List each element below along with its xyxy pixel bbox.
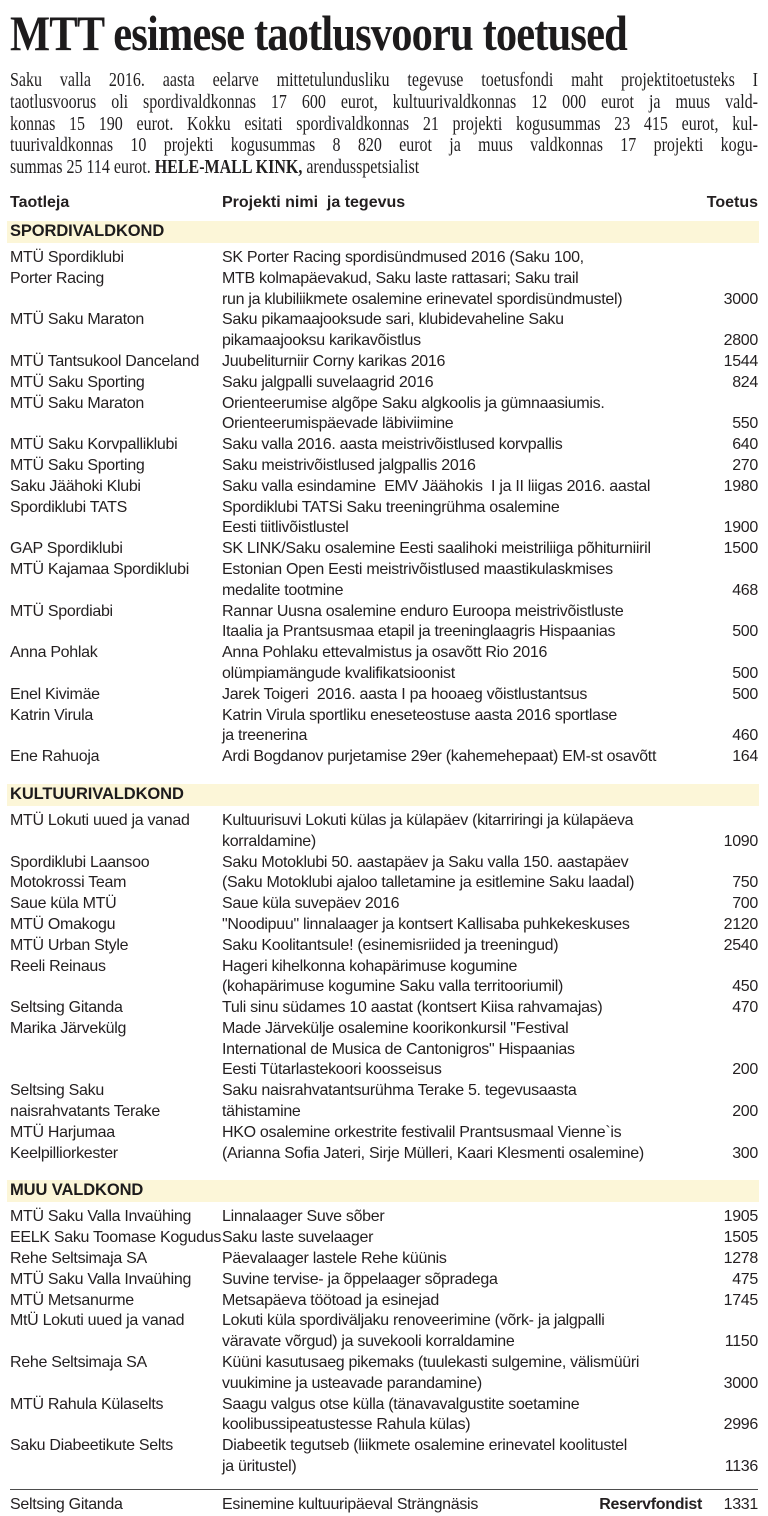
table-row bbox=[10, 1395, 758, 1437]
applicant-line: MTÜ Spordiabi bbox=[10, 602, 113, 620]
applicant-cell bbox=[10, 1207, 222, 1228]
applicant-line: MtÜ Lokuti uued ja vanad bbox=[10, 1312, 185, 1330]
amount-cell: 2120 bbox=[723, 915, 758, 933]
project-line: tähistamine bbox=[222, 1103, 301, 1121]
applicant-line: MTÜ Tantsukool Danceland bbox=[10, 352, 200, 370]
project-cell bbox=[222, 747, 716, 768]
amount-cell: 200 bbox=[732, 1061, 758, 1079]
applicant-cell bbox=[10, 1081, 222, 1123]
project-line: ja üritustel) bbox=[222, 1458, 297, 1476]
amount-cell: 468 bbox=[732, 581, 758, 599]
applicant-line: MTÜ Urban Style bbox=[10, 936, 129, 954]
table-body bbox=[10, 221, 758, 1478]
project-cell bbox=[222, 957, 716, 999]
table-row bbox=[10, 1311, 758, 1353]
project-line: (kohapärimuse kogumine Saku valla territooriumil) bbox=[222, 978, 564, 996]
project-line: SK Porter Racing spordisündmused 2016 (Saku 100, bbox=[222, 249, 584, 266]
project-cell bbox=[222, 1081, 716, 1123]
table-row bbox=[10, 1123, 758, 1165]
project-cell bbox=[222, 1353, 716, 1395]
table-row bbox=[10, 456, 758, 477]
project-line: Saku valla 2016. aasta meistrivõistlused korvpallis bbox=[222, 436, 563, 454]
project-line: Lokuti küla spordiväljaku renoveerimine (võrk- ja jalgpalli bbox=[222, 1312, 605, 1330]
applicant-line: MTÜ Saku Sporting bbox=[10, 456, 145, 474]
applicant-line: MTÜ Saku Maraton bbox=[10, 394, 144, 412]
intro-last-line bbox=[10, 157, 758, 179]
applicant-cell bbox=[10, 1495, 222, 1516]
project-line: Saku Motoklubi 50. aastapäev ja Saku valla 150. aastapäev bbox=[222, 853, 629, 871]
amount-cell: 1745 bbox=[723, 1291, 758, 1309]
applicant-cell bbox=[10, 394, 222, 436]
amount-cell: 2800 bbox=[723, 332, 758, 350]
applicant-cell bbox=[10, 560, 222, 602]
table-row bbox=[10, 1207, 758, 1228]
project-line: "Noodipuu" linnalaager ja kontsert Kallisaba puhkekeskuses bbox=[222, 915, 630, 933]
amount-cell: 700 bbox=[732, 895, 758, 913]
amount-cell: 500 bbox=[732, 664, 758, 682]
table-row bbox=[10, 853, 758, 895]
project-cell bbox=[222, 1291, 716, 1312]
applicant-cell bbox=[10, 1228, 222, 1249]
table-row bbox=[10, 352, 758, 373]
project-line: HKO osalemine orkestrite festivalil Prantsusmaal Vienne`is bbox=[222, 1123, 622, 1141]
amount-cell: 640 bbox=[732, 436, 758, 454]
applicant-cell bbox=[10, 248, 222, 310]
table-row bbox=[10, 477, 758, 498]
project-cell bbox=[222, 310, 716, 352]
project-cell bbox=[222, 373, 716, 394]
applicant-cell bbox=[10, 477, 222, 498]
byline-role: arendusspetsialist bbox=[302, 156, 420, 179]
amount-cell: 750 bbox=[732, 874, 758, 892]
project-cell bbox=[222, 477, 716, 498]
section-title: KULTUURIVALDKOND bbox=[10, 784, 184, 803]
applicant-cell bbox=[10, 811, 222, 853]
applicant-cell bbox=[10, 1019, 222, 1081]
project-cell bbox=[222, 811, 716, 853]
applicant-line: MTÜ Saku Korvpalliklubi bbox=[10, 436, 178, 454]
project-line: Küüni kasutusaeg pikemaks (tuulekasti sulgemine, välismüüri bbox=[222, 1354, 640, 1372]
project-cell bbox=[222, 706, 716, 748]
separator-line bbox=[10, 1489, 758, 1490]
applicant-cell bbox=[10, 643, 222, 685]
project-line: ja treenerina bbox=[222, 727, 308, 745]
amount-cell: 200 bbox=[732, 1103, 758, 1121]
amount-cell: 470 bbox=[732, 999, 758, 1017]
intro-line: tuurivaldkonnas 10 projekti kogusummas 8 820 eurot ja muus valdkonnas 17 projekti kogu- bbox=[10, 134, 758, 157]
page-title: MTT esimese taotlusvooru toetused bbox=[10, 5, 627, 61]
section-header-band bbox=[7, 221, 759, 243]
project-cell bbox=[222, 1436, 716, 1478]
table-row bbox=[10, 1081, 758, 1123]
applicant-line: naisrahvatants Terake bbox=[10, 1103, 160, 1121]
column-header-project: Projekti nimi ja tegevus bbox=[222, 194, 406, 211]
byline-author: HELE-MALL KINK, bbox=[154, 156, 303, 179]
project-line: run ja klubiliikmete osalemine erinevatel spordisündmustel) bbox=[222, 290, 623, 308]
project-cell bbox=[222, 915, 716, 936]
amount-cell: 1331 bbox=[723, 1495, 758, 1513]
amount-cell: 450 bbox=[732, 978, 758, 996]
project-line: medalite tootmine bbox=[222, 581, 344, 599]
project-line: Saue küla suvepäev 2016 bbox=[222, 895, 400, 913]
intro-line: konnas 15 190 eurot. Kokku esitati spordivaldkonnas 21 projekti kogusummas 23 415 eurot, kul- bbox=[10, 112, 758, 135]
applicant-cell bbox=[10, 1249, 222, 1270]
amount-cell: 2540 bbox=[723, 936, 758, 954]
project-line: Saku meistrivõistlused jalgpallis 2016 bbox=[222, 456, 476, 474]
amount-cell: 164 bbox=[732, 748, 758, 766]
section-header-band bbox=[7, 1180, 759, 1202]
project-cell bbox=[222, 1207, 716, 1228]
project-line: (Arianna Sofia Jateri, Sirje Mülleri, Kaari Klesmenti osalemine) bbox=[222, 1144, 644, 1162]
project-cell bbox=[222, 1395, 716, 1437]
section-title: MUU VALDKOND bbox=[10, 1181, 144, 1200]
applicant-cell bbox=[10, 602, 222, 644]
table-row bbox=[10, 685, 758, 706]
applicant-line: MTÜ Saku Valla Invaühing bbox=[10, 1208, 192, 1226]
applicant-cell bbox=[10, 1311, 222, 1353]
applicant-cell bbox=[10, 539, 222, 560]
table-row bbox=[10, 394, 758, 436]
project-line: Saku laste suvelaager bbox=[222, 1229, 374, 1247]
applicant-line: GAP Spordiklubi bbox=[10, 540, 123, 558]
project-line: Katrin Virula sportliku eneseteostuse aasta 2016 sportlase bbox=[222, 706, 617, 724]
project-line: Tuli sinu südames 10 aastat (kontsert Kiisa rahvamajas) bbox=[222, 999, 603, 1017]
project-line: MTB kolmapäevakud, Saku laste rattasari; Saku trail bbox=[222, 269, 579, 287]
amount-cell: 1900 bbox=[723, 519, 758, 537]
project-line: International de Musica de Cantonigros" Hispaanias bbox=[222, 1040, 575, 1058]
project-line: Diabeetik tegutseb (liikmete osalemine erinevatel koolitustel bbox=[222, 1437, 628, 1455]
reservfond-label: Reservfondist bbox=[599, 1495, 702, 1513]
amount-cell: 460 bbox=[732, 727, 758, 745]
table-row bbox=[10, 894, 758, 915]
amount-cell: 500 bbox=[732, 623, 758, 641]
project-line: Suvine tervise- ja õppelaager sõpradega bbox=[222, 1270, 498, 1288]
project-line: Hageri kihelkonna kohapärimuse kogumine bbox=[222, 957, 518, 975]
applicant-line: MTÜ Saku Sporting bbox=[10, 373, 145, 391]
project-line: Esinemine kultuuripäeval Strängnäsis bbox=[222, 1495, 479, 1513]
applicant-cell bbox=[10, 915, 222, 936]
section-title: SPORDIVALDKOND bbox=[10, 222, 165, 240]
applicant-cell bbox=[10, 685, 222, 706]
amount-cell: 1500 bbox=[723, 540, 758, 558]
table-row bbox=[10, 1436, 758, 1478]
applicant-line: Reeli Reinaus bbox=[10, 957, 106, 975]
project-cell bbox=[222, 435, 716, 456]
table-row bbox=[10, 539, 758, 560]
project-line: Orienteerumispäevade läbiviimine bbox=[222, 415, 454, 433]
project-line: Made Järvekülje osalemine koorikonkursil "Festival bbox=[222, 1019, 569, 1037]
project-line: Rannar Uusna osalemine enduro Euroopa meistrivõistluste bbox=[222, 602, 624, 620]
project-cell bbox=[222, 1495, 716, 1516]
amount-cell: 1136 bbox=[724, 1458, 758, 1476]
project-cell bbox=[222, 1311, 716, 1353]
applicant-line: Saku Jäähoki Klubi bbox=[10, 477, 141, 495]
table-row bbox=[10, 1291, 758, 1312]
project-cell bbox=[222, 1249, 716, 1270]
project-line: SK LINK/Saku osalemine Eesti saalihoki meistriliiga põhiturniiril bbox=[222, 540, 651, 558]
table-row bbox=[10, 811, 758, 853]
amount-cell: 475 bbox=[732, 1270, 758, 1288]
amount-cell: 824 bbox=[732, 373, 758, 391]
project-cell bbox=[222, 998, 716, 1019]
table-row bbox=[10, 1228, 758, 1249]
table-row bbox=[10, 1249, 758, 1270]
applicant-line: Anna Pohlak bbox=[10, 644, 98, 662]
project-cell bbox=[222, 1019, 716, 1081]
table-row bbox=[10, 706, 758, 748]
intro-line: taotlusvoorus oli spordivaldkonnas 17 600 eurot, kultuurivaldkonnas 12 000 eurot ja muus vald- bbox=[10, 90, 758, 113]
project-cell bbox=[222, 352, 716, 373]
applicant-cell bbox=[10, 957, 222, 999]
project-line: koolibussipeatustesse Rahula külas) bbox=[222, 1416, 471, 1434]
project-line: Jarek Toigeri 2016. aasta I pa hooaeg võistlustantsus bbox=[222, 685, 588, 703]
amount-cell: 1905 bbox=[723, 1208, 758, 1226]
project-line: Saku pikamaajooksude sari, klubidevaheline Saku bbox=[222, 311, 564, 329]
project-line: Kultuurisuvi Lokuti külas ja külapäev (kitarriringi ja külapäeva bbox=[222, 811, 634, 829]
project-cell bbox=[222, 394, 716, 436]
applicant-line: MTÜ Rahula Külaselts bbox=[10, 1395, 164, 1413]
project-line: Eesti tiitlivõistlustel bbox=[222, 519, 349, 537]
applicant-cell bbox=[10, 310, 222, 352]
table-row bbox=[10, 310, 758, 352]
applicant-cell bbox=[10, 1270, 222, 1291]
table-row bbox=[10, 957, 758, 999]
applicant-line: Ene Rahuoja bbox=[10, 748, 100, 766]
project-line: (Saku Motoklubi ajaloo talletamine ja esitlemine Saku laadal) bbox=[222, 874, 635, 892]
project-cell bbox=[222, 1228, 716, 1249]
project-cell bbox=[222, 685, 716, 706]
project-line: Eesti Tütarlastekoori koosseisus bbox=[222, 1061, 442, 1079]
applicant-cell bbox=[10, 498, 222, 540]
amount-cell: 3000 bbox=[723, 290, 758, 308]
table-row bbox=[10, 498, 758, 540]
column-header-row bbox=[10, 192, 758, 213]
project-line: Päevalaager lastele Rehe küünis bbox=[222, 1250, 447, 1268]
project-line: Spordiklubi TATSi Saku treeningrühma osalemine bbox=[222, 498, 560, 516]
amount-cell: 270 bbox=[732, 456, 758, 474]
project-line: Saku valla esindamine EMV Jäähokis I ja II liigas 2016. aastal bbox=[222, 477, 651, 495]
project-cell bbox=[222, 560, 716, 602]
project-cell bbox=[222, 643, 716, 685]
project-line: väravate võrgud) ja suvekooli korraldamine bbox=[222, 1333, 515, 1351]
intro-line: Saku valla 2016. aasta eelarve mittetulundusliku tegevuse toetusfondi maht projektitoetusteks I bbox=[10, 69, 758, 91]
amount-cell: 1505 bbox=[723, 1229, 758, 1247]
table-row bbox=[10, 560, 758, 602]
applicant-line: Katrin Virula bbox=[10, 706, 93, 724]
project-line: Saku naisrahvatantsurühma Terake 5. tegevusaasta bbox=[222, 1082, 577, 1100]
table-row bbox=[10, 998, 758, 1019]
project-cell bbox=[222, 894, 716, 915]
project-cell bbox=[222, 936, 716, 957]
applicant-cell bbox=[10, 936, 222, 957]
intro-paragraph bbox=[10, 70, 758, 182]
intro-justified-lines bbox=[10, 70, 758, 157]
applicant-line: MTÜ Omakogu bbox=[10, 915, 116, 933]
project-line: Juubeliturniir Corny karikas 2016 bbox=[222, 352, 446, 370]
project-line: Saagu valgus otse külla (tänavavalgustite soetamine bbox=[222, 1395, 580, 1413]
applicant-line: Seltsing Gitanda bbox=[10, 1495, 123, 1513]
amount-cell: 500 bbox=[732, 685, 758, 703]
applicant-line: Saue küla MTÜ bbox=[10, 895, 117, 913]
table-row bbox=[10, 1353, 758, 1395]
amount-cell: 3000 bbox=[723, 1374, 758, 1392]
applicant-line: Seltsing Gitanda bbox=[10, 999, 123, 1017]
project-line: Saku Koolitantsule! (esinemisriided ja treeningud) bbox=[222, 936, 559, 954]
applicant-cell bbox=[10, 894, 222, 915]
project-cell bbox=[222, 1123, 716, 1165]
project-line: olümpiamängude kvalifikatsioonist bbox=[222, 664, 455, 682]
applicant-cell bbox=[10, 1123, 222, 1165]
table-row bbox=[10, 915, 758, 936]
applicant-line: Rehe Seltsimaja SA bbox=[10, 1250, 147, 1268]
applicant-line: Motokrossi Team bbox=[10, 874, 127, 892]
amount-cell: 1278 bbox=[723, 1250, 758, 1268]
applicant-line: MTÜ Metsanurme bbox=[10, 1291, 134, 1309]
table-row bbox=[10, 373, 758, 394]
amount-cell: 1150 bbox=[724, 1333, 758, 1351]
project-line: Linnalaager Suve sõber bbox=[222, 1208, 385, 1226]
project-cell bbox=[222, 1270, 716, 1291]
column-header-amount: Toetus bbox=[706, 194, 758, 211]
amount-cell: 300 bbox=[732, 1144, 758, 1162]
project-cell bbox=[222, 539, 716, 560]
project-line: Metsapäeva töötoad ja esinejad bbox=[222, 1291, 439, 1309]
project-line: Anna Pohlaku ettevalmistus ja osavõtt Rio 2016 bbox=[222, 644, 548, 662]
table-row bbox=[10, 1270, 758, 1291]
table-row bbox=[10, 747, 758, 768]
applicant-line: Seltsing Saku bbox=[10, 1082, 104, 1100]
amount-cell: 550 bbox=[732, 415, 758, 433]
applicant-line: MTÜ Saku Valla Invaühing bbox=[10, 1270, 192, 1288]
applicant-line: MTÜ Harjumaa bbox=[10, 1123, 115, 1141]
applicant-line: Marika Järvekülg bbox=[10, 1019, 127, 1037]
applicant-cell bbox=[10, 435, 222, 456]
project-line: Itaalia ja Prantsusmaa etapil ja treeninglaagris Hispaanias bbox=[222, 623, 616, 641]
amount-cell: 1544 bbox=[723, 352, 758, 370]
project-line: korraldamine) bbox=[222, 832, 316, 850]
project-cell bbox=[222, 456, 716, 477]
table-row bbox=[10, 248, 758, 310]
applicant-cell bbox=[10, 352, 222, 373]
table-row bbox=[10, 1019, 758, 1081]
project-line: Orienteerumise algõpe Saku algkoolis ja gümnaasiumis. bbox=[222, 394, 605, 412]
column-header-applicant: Taotleja bbox=[10, 194, 70, 211]
intro-last-line-text: summas 25 114 eurot. bbox=[10, 156, 155, 179]
applicant-cell bbox=[10, 853, 222, 895]
project-line: Ardi Bogdanov purjetamise 29er (kahemehepaat) EM-st osavõtt bbox=[222, 748, 657, 766]
intro-paragraph-inner bbox=[10, 70, 758, 179]
project-cell bbox=[222, 498, 716, 540]
applicant-line: Rehe Seltsimaja SA bbox=[10, 1354, 147, 1372]
applicant-line: Spordiklubi Laansoo bbox=[10, 853, 150, 871]
table-row bbox=[10, 602, 758, 644]
applicant-cell bbox=[10, 747, 222, 768]
table-row bbox=[10, 435, 758, 456]
applicant-cell bbox=[10, 456, 222, 477]
applicant-line: Keelpilliorkester bbox=[10, 1144, 118, 1162]
project-cell bbox=[222, 853, 716, 895]
applicant-cell bbox=[10, 706, 222, 748]
applicant-line: MTÜ Spordiklubi bbox=[10, 249, 124, 266]
amount-cell: 1980 bbox=[723, 477, 758, 495]
applicant-cell bbox=[10, 1436, 222, 1478]
project-line: Estonian Open Eesti meistrivõistlused maastikulaskmises bbox=[222, 560, 613, 578]
applicant-line: EELK Saku Toomase Kogudus bbox=[10, 1229, 222, 1247]
amount-cell: 1090 bbox=[723, 832, 758, 850]
applicant-line: Spordiklubi TATS bbox=[10, 498, 128, 516]
table-row bbox=[10, 936, 758, 957]
section-header-band bbox=[7, 784, 759, 806]
amount-cell: 2996 bbox=[723, 1416, 758, 1434]
project-cell bbox=[222, 248, 716, 310]
applicant-line: MTÜ Saku Maraton bbox=[10, 311, 144, 329]
applicant-line: Porter Racing bbox=[10, 269, 104, 287]
applicant-cell bbox=[10, 373, 222, 394]
project-line: Saku jalgpalli suvelaagrid 2016 bbox=[222, 373, 434, 391]
project-cell bbox=[222, 602, 716, 644]
headline-wrap bbox=[10, 6, 758, 62]
applicant-cell bbox=[10, 998, 222, 1019]
applicant-line: MTÜ Kajamaa Spordiklubi bbox=[10, 560, 189, 578]
project-line: vuukimine ja usteavade parandamine) bbox=[222, 1374, 482, 1392]
applicant-cell bbox=[10, 1291, 222, 1312]
applicant-cell bbox=[10, 1353, 222, 1395]
table-row-reservfond bbox=[10, 1495, 758, 1516]
applicant-cell bbox=[10, 1395, 222, 1437]
applicant-line: MTÜ Lokuti uued ja vanad bbox=[10, 811, 190, 829]
project-line: pikamaajooksu karikavõistlus bbox=[222, 332, 421, 350]
applicant-line: Saku Diabeetikute Selts bbox=[10, 1437, 173, 1455]
table-row bbox=[10, 643, 758, 685]
applicant-line: Enel Kivimäe bbox=[10, 685, 100, 703]
